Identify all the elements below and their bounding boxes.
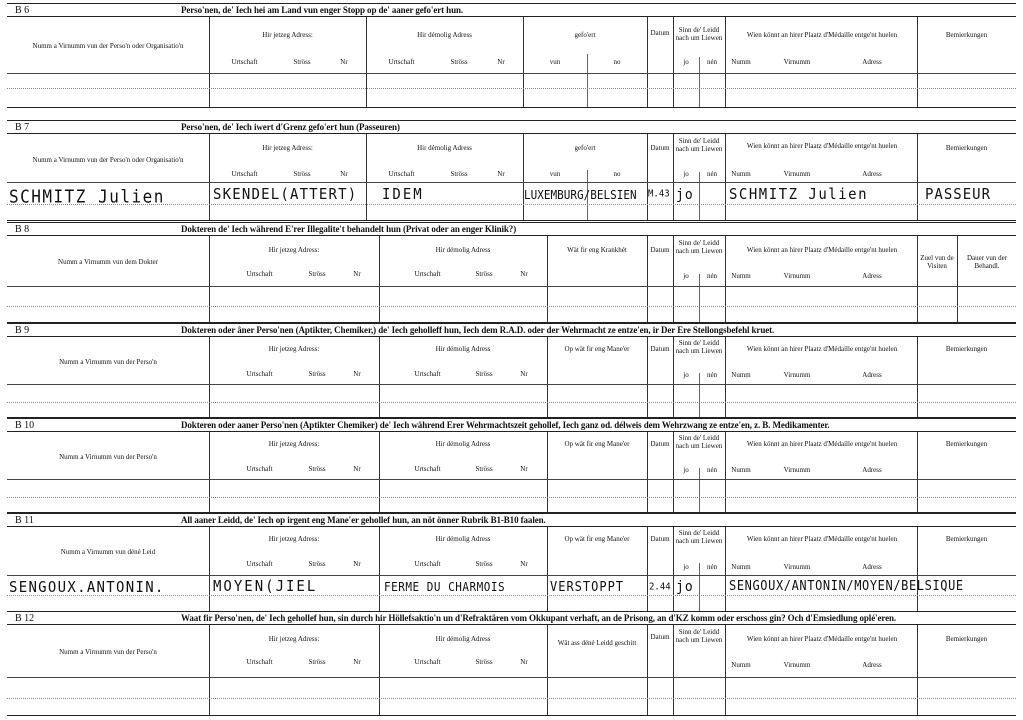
from-label: vun	[549, 170, 561, 178]
town-label: Urtschaft	[388, 58, 415, 66]
alive-header: Sinn de' Leidd nach um Liewen	[675, 529, 723, 545]
medal-header: Wien könnt an hirer Plaatz d'Médaille entge'nt huelen	[746, 246, 898, 254]
remarks-header: Bemierkungen	[945, 440, 988, 448]
remarks-header: Bemierkungen	[945, 144, 988, 152]
first-column-header: Numm a Virnumm vun déné Leid	[60, 548, 156, 556]
address-label: Adress	[862, 371, 882, 379]
name-label: Numm	[731, 661, 751, 669]
town-label: Urtschaft	[414, 370, 441, 378]
section-header	[7, 513, 1016, 527]
street-label: Ströss	[308, 270, 326, 278]
street-label: Ströss	[450, 170, 468, 178]
address-label: Adress	[862, 272, 882, 280]
section-title: Waat fir Perso'nen, de' Iech gehollef hun, sin durch hir Höllefsaktio'n un d'Refraktären vom Okkupant verhaft, an de Prisong, an d'KZ komm oder erschoss gin? Och d'Emsiedlung oplé'eren.	[181, 613, 897, 623]
section-header	[7, 3, 1016, 17]
section-header	[7, 418, 1016, 432]
handwritten-method: VERSTOPPT	[550, 579, 625, 595]
name-label: Numm	[731, 272, 751, 280]
current-address-header: Hir jetzeg Adress:	[268, 246, 320, 254]
transported-header: gefo'ert	[574, 144, 596, 152]
no-label: nén	[706, 272, 718, 280]
town-label: Urtschaft	[246, 465, 273, 473]
nr-label: Nr	[497, 170, 505, 178]
section-b7	[7, 120, 1016, 220]
date-header: Datum	[650, 633, 670, 641]
treatment-duration-header: Dauer vun der Behandl.	[966, 254, 1008, 270]
street-label: Ströss	[308, 370, 326, 378]
nr-label: Nr	[520, 270, 528, 278]
section-table	[7, 16, 1016, 108]
handwritten-former-address: FERME DU CHARMOIS	[384, 580, 506, 595]
yes-label: jo	[683, 58, 689, 66]
handwritten-remarks: PASSEUR	[925, 186, 992, 204]
first-column-header: Numm a Virnumm vun der Perso'n	[59, 648, 157, 656]
handwritten-alive: jo	[676, 187, 694, 204]
nr-label: Nr	[520, 465, 528, 473]
method-header: Op wät fir eng Mane'er	[564, 440, 630, 448]
section-header	[7, 611, 1016, 625]
handwritten-medal: SENGOUX/ANTONIN/MOYEN/BELSIQUE	[729, 578, 964, 594]
nr-label: Nr	[340, 170, 348, 178]
address-label: Adress	[862, 58, 882, 66]
firstname-label: Virnumm	[783, 563, 811, 571]
section-table	[7, 235, 1016, 323]
firstname-label: Virnumm	[783, 272, 811, 280]
section-code: B 11	[15, 515, 34, 526]
no-label: nén	[706, 466, 718, 474]
yes-label: jo	[683, 272, 689, 280]
current-address-header: Hir jetzeg Adress:	[268, 635, 320, 643]
yes-label: jo	[683, 170, 689, 178]
section-header	[7, 222, 1016, 236]
street-label: Ströss	[293, 58, 311, 66]
what-happened-header: Wät ass déné Leidd geschitt	[557, 639, 637, 647]
handwritten-route: LUXEMBURG/BELSIEN	[524, 188, 637, 203]
town-label: Urtschaft	[388, 170, 415, 178]
alive-header: Sinn de' Leidd nach um Liewen	[675, 628, 723, 644]
name-label: Numm	[731, 563, 751, 571]
section-header	[7, 323, 1016, 337]
nr-label: Nr	[340, 58, 348, 66]
firstname-label: Virnumm	[783, 661, 811, 669]
section-b10	[7, 418, 1016, 513]
current-address-header: Hir jetzeg Adress:	[268, 440, 320, 448]
alive-header: Sinn de' Leidd nach um Liewen	[675, 137, 723, 153]
section-title: Perso'nen, de' Iech hei am Land vun enger Stopp op de' aaner gefo'ert hun.	[181, 5, 464, 15]
date-header: Datum	[650, 535, 670, 543]
alive-header: Sinn de' Leidd nach um Liewen	[675, 434, 723, 450]
handwritten-name: SENGOUX.ANTONIN.	[9, 579, 165, 597]
address-label: Adress	[862, 466, 882, 474]
handwritten-date: 2.44	[649, 582, 671, 593]
handwritten-current-address: MOYEN(JIEL	[213, 578, 318, 596]
to-label: no	[613, 58, 621, 66]
former-address-header: Hir démolig Adress	[435, 345, 491, 353]
town-label: Urtschaft	[414, 270, 441, 278]
medal-header: Wien könnt an hirer Plaatz d'Médaille entge'nt huelen	[746, 345, 898, 353]
nr-label: Nr	[353, 560, 361, 568]
section-code: B 6	[15, 5, 30, 16]
section-table	[7, 431, 1016, 513]
current-address-header: Hir jetzeg Adress:	[262, 31, 313, 39]
name-label: Numm	[731, 371, 751, 379]
section-table	[7, 133, 1016, 221]
current-address-header: Hir jetzeg Adress:	[268, 535, 320, 543]
town-label: Urtschaft	[231, 170, 258, 178]
section-title: Dokteren de' Iech während E'rer Illegalite't behandelt hun (Privat oder an enger Klinik?)	[181, 224, 517, 234]
section-title: Perso'nen, de' Iech iwert d'Grenz gefo'ert hun (Passeuren)	[181, 122, 400, 132]
nr-label: Nr	[353, 270, 361, 278]
section-title: All aaner Leidd, de' Iech op irgent eng Mane'er gehollef hun, an nöt önner Rubrik B1-B10 faalen.	[181, 515, 546, 525]
nr-label: Nr	[353, 658, 361, 666]
street-label: Ströss	[475, 270, 493, 278]
medal-header: Wien könnt an hirer Plaatz d'Médaille entge'nt huelen	[746, 31, 898, 39]
nr-label: Nr	[520, 658, 528, 666]
section-header	[7, 120, 1016, 134]
street-label: Ströss	[475, 658, 493, 666]
first-column-header: Numm a Virnumm vun der Perso'n oder Organisatio'n	[32, 42, 184, 50]
street-label: Ströss	[308, 658, 326, 666]
section-b12	[7, 611, 1016, 715]
section-b9	[7, 323, 1016, 418]
medal-header: Wien könnt an hirer Plaatz d'Médaille entge'nt huelen	[746, 635, 898, 643]
current-address-header: Hir jetzeg Adress:	[268, 345, 320, 353]
remarks-header: Bemierkungen	[945, 535, 988, 543]
section-title: Dokteren oder âner Perso'nen (Aptikter, Chemiker,) de' Iech geholleff hun, Iech dem R.A.D. oder der Wehrmacht ze entze'en, ir Der Ere Stellongsbefehl kruet.	[181, 325, 775, 335]
town-label: Urtschaft	[414, 465, 441, 473]
yes-label: jo	[683, 371, 689, 379]
former-address-header: Hir démolig Adress	[435, 246, 491, 254]
town-label: Urtschaft	[246, 658, 273, 666]
section-table	[7, 624, 1016, 716]
first-column-header: Numm a Virnumm vun dem Dokter	[58, 258, 158, 266]
handwritten-date: M.43	[648, 189, 670, 200]
date-header: Datum	[650, 29, 670, 37]
handwritten-alive: jo	[676, 579, 694, 596]
handwritten-name: SCHMITZ Julien	[9, 186, 165, 207]
yes-label: jo	[683, 563, 689, 571]
address-label: Adress	[862, 661, 882, 669]
address-label: Adress	[862, 563, 882, 571]
section-table	[7, 526, 1016, 612]
former-address-header: Hir démolig Adress	[417, 144, 472, 152]
street-label: Ströss	[308, 465, 326, 473]
street-label: Ströss	[293, 170, 311, 178]
street-label: Ströss	[475, 560, 493, 568]
nr-label: Nr	[353, 370, 361, 378]
address-label: Adress	[862, 170, 882, 178]
nr-label: Nr	[497, 58, 505, 66]
section-b8	[7, 222, 1016, 322]
name-label: Numm	[731, 170, 751, 178]
section-code: B 9	[15, 325, 30, 336]
medal-header: Wien könnt an hirer Plaatz d'Médaille entge'nt huelen	[746, 142, 898, 150]
town-label: Urtschaft	[246, 560, 273, 568]
from-label: vun	[549, 58, 561, 66]
no-label: nén	[706, 58, 718, 66]
medal-header: Wien könnt an hirer Plaatz d'Médaille entge'nt huelen	[746, 535, 898, 543]
section-b11	[7, 513, 1016, 610]
remarks-header: Bemierkungen	[945, 345, 988, 353]
first-column-header: Numm a Virnumm vun der Perso'n oder Organisatio'n	[32, 156, 184, 164]
nr-label: Nr	[353, 465, 361, 473]
section-title: Dokteren oder aaner Perso'nen (Aptikter Chemiker) de' Iech während Erer Wehrmachtszeit gehollef, Iech ganz od. délweis dem Wehrzwang ze entze'en, z. B. Medikamenter.	[181, 420, 830, 430]
date-header: Datum	[650, 345, 670, 353]
nr-label: Nr	[520, 370, 528, 378]
handwritten-former-address: IDEM	[382, 186, 424, 204]
alive-header: Sinn de' Leidd nach um Liewen	[675, 339, 723, 355]
method-header: Op wät fir eng Mane'er	[564, 345, 630, 353]
section-code: B 12	[15, 613, 35, 624]
first-column-header: Numm a Virnumm vun der Perso'n	[59, 453, 157, 461]
street-label: Ströss	[475, 370, 493, 378]
no-label: nén	[706, 371, 718, 379]
former-address-header: Hir démolig Adress	[435, 440, 491, 448]
transported-header: gefo'ert	[574, 31, 596, 39]
method-header: Op wät fir eng Mane'er	[564, 535, 630, 543]
handwritten-current-address: SKENDEL(ATTERT)	[213, 186, 358, 204]
no-label: nén	[706, 170, 718, 178]
first-column-header: Numm a Virnumm vun der Perso'n	[59, 358, 157, 366]
to-label: no	[613, 170, 621, 178]
firstname-label: Virnumm	[783, 58, 811, 66]
nr-label: Nr	[520, 560, 528, 568]
name-label: Numm	[731, 466, 751, 474]
town-label: Urtschaft	[414, 560, 441, 568]
town-label: Urtschaft	[231, 58, 258, 66]
firstname-label: Virnumm	[783, 170, 811, 178]
handwritten-medal: SCHMITZ Julien	[729, 186, 869, 204]
street-label: Ströss	[308, 560, 326, 568]
firstname-label: Virnumm	[783, 466, 811, 474]
visits-header: Zuel vun de Visiten	[920, 254, 954, 270]
name-label: Numm	[731, 58, 751, 66]
section-b6	[7, 3, 1016, 108]
date-header: Datum	[650, 144, 670, 152]
former-address-header: Hir démolig Adress	[417, 31, 472, 39]
street-label: Ströss	[450, 58, 468, 66]
date-header: Datum	[650, 440, 670, 448]
section-code: B 10	[15, 420, 35, 431]
no-label: nén	[706, 563, 718, 571]
former-address-header: Hir démolig Adress	[435, 635, 491, 643]
illness-header: Wät fir eng Krankhét	[567, 246, 627, 254]
firstname-label: Virnumm	[783, 371, 811, 379]
medal-header: Wien könnt an hirer Plaatz d'Médaille entge'nt huelen	[746, 440, 898, 448]
remarks-header: Bemierkungen	[945, 31, 988, 39]
town-label: Urtschaft	[246, 370, 273, 378]
street-label: Ströss	[475, 465, 493, 473]
remarks-header: Bemierkungen	[945, 635, 988, 643]
former-address-header: Hir démolig Adress	[435, 535, 491, 543]
alive-header: Sinn de' Leidd nach um Liewen	[675, 239, 723, 255]
town-label: Urtschaft	[246, 270, 273, 278]
alive-header: Sinn de' Leidd nach um Liewen	[675, 26, 723, 42]
yes-label: jo	[683, 466, 689, 474]
section-code: B 7	[15, 122, 30, 133]
section-code: B 8	[15, 224, 30, 235]
section-table	[7, 336, 1016, 418]
town-label: Urtschaft	[414, 658, 441, 666]
date-header: Datum	[650, 246, 670, 254]
current-address-header: Hir jetzeg Adress:	[262, 144, 313, 152]
